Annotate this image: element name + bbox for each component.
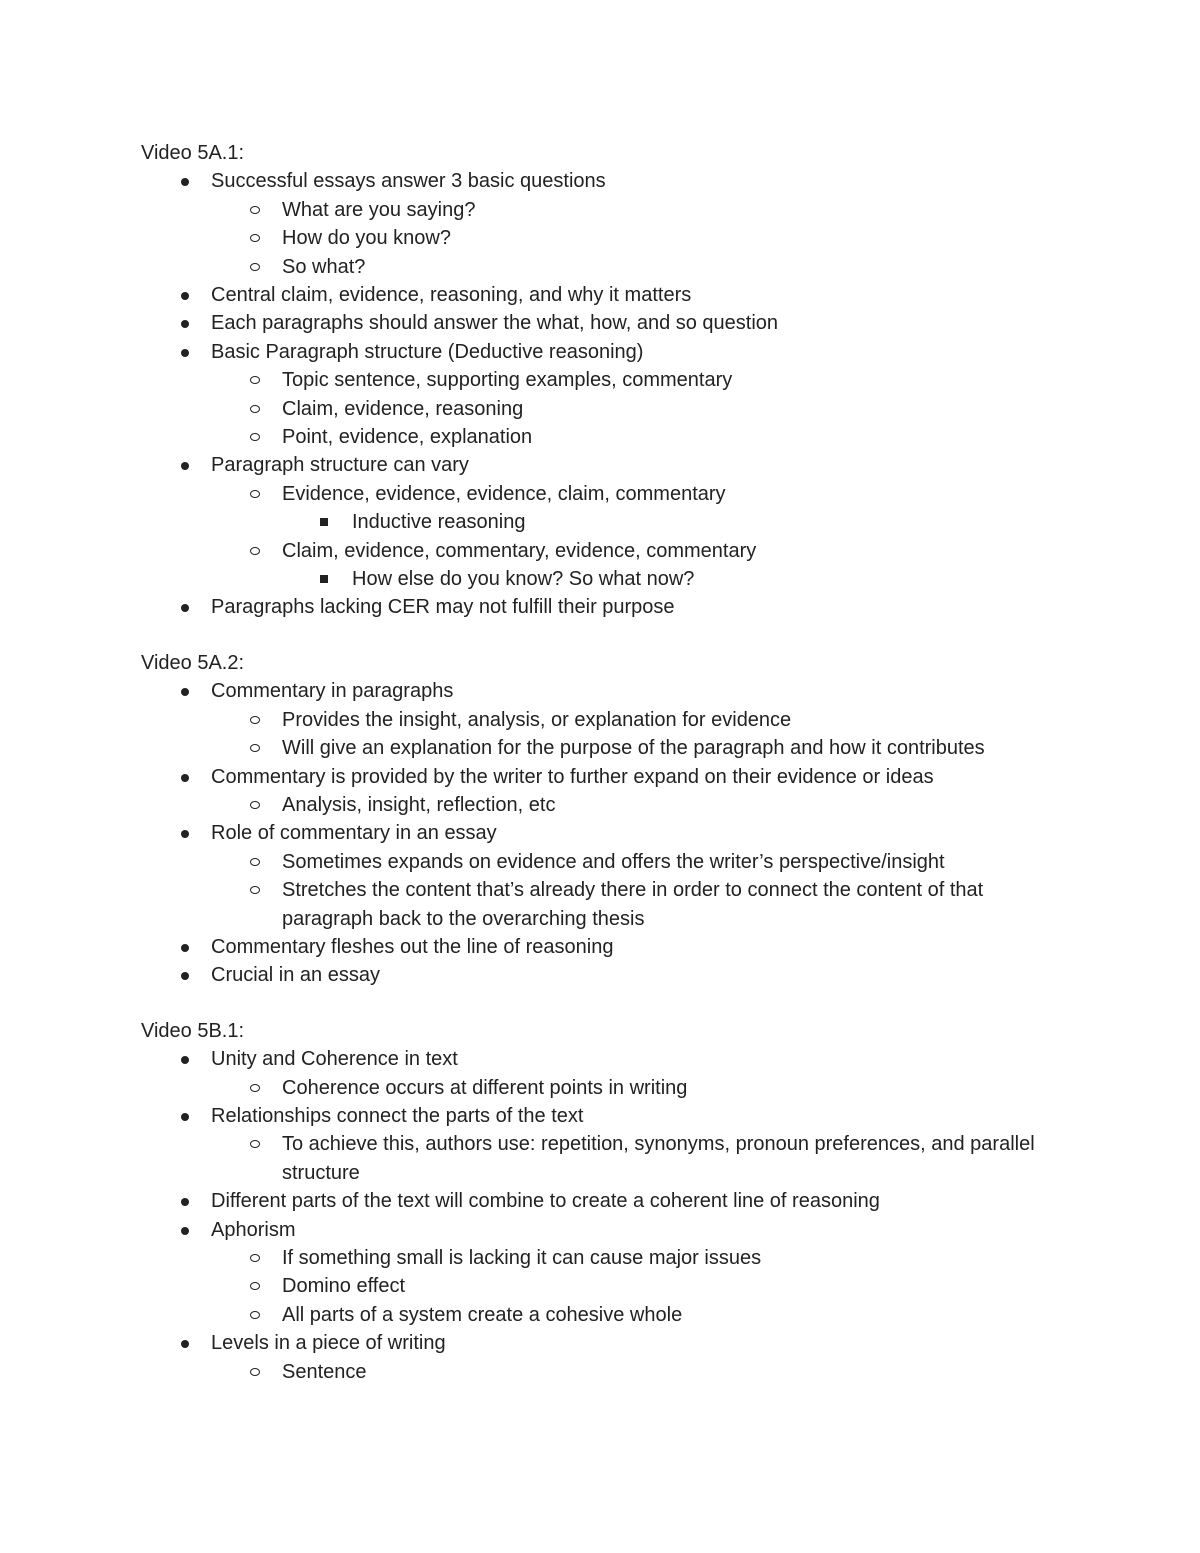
disc-bullet-icon — [178, 1187, 192, 1215]
disc-bullet-icon — [178, 167, 192, 195]
list-item — [141, 309, 1061, 337]
list-item-text: If something small is lacking it can cause major issues — [282, 1246, 762, 1269]
disc-bullet-icon — [178, 1045, 192, 1073]
list-item — [141, 1358, 1061, 1386]
disc-bullet-icon — [178, 451, 192, 479]
notes-section — [141, 649, 1061, 990]
list-item-text: Central claim, evidence, reasoning, and why it matters — [211, 284, 692, 307]
list-item — [141, 1045, 1061, 1073]
list-item — [141, 224, 1061, 252]
notes-section — [141, 139, 1061, 622]
list-item-text: Commentary in paragraphs — [211, 680, 454, 703]
list-item — [141, 395, 1061, 423]
list-item-text: How else do you know? So what now? — [352, 568, 695, 591]
circle-bullet-icon — [248, 1272, 262, 1300]
circle-bullet-icon — [248, 1244, 262, 1272]
disc-bullet-icon — [178, 763, 192, 791]
bullet-list — [141, 1045, 1061, 1386]
list-item — [141, 281, 1061, 309]
list-item-text: To achieve this, authors use: repetition, synonyms, pronoun preferences, and parallel structure — [282, 1133, 1035, 1184]
list-item — [141, 933, 1061, 961]
list-item — [141, 706, 1061, 734]
list-item — [141, 565, 1061, 593]
section-heading: Video 5A.1: — [141, 142, 245, 164]
circle-bullet-icon — [248, 366, 262, 394]
list-item — [141, 819, 1061, 847]
list-item-text: Commentary fleshes out the line of reasoning — [211, 935, 614, 958]
circle-bullet-icon — [248, 537, 262, 565]
list-item — [141, 1187, 1061, 1215]
bullet-list — [141, 167, 1061, 622]
list-item-text: Basic Paragraph structure (Deductive reasoning) — [211, 340, 644, 363]
disc-bullet-icon — [178, 593, 192, 621]
list-item — [141, 1329, 1061, 1357]
list-item-text: All parts of a system create a cohesive whole — [282, 1303, 683, 1326]
list-item-text: Different parts of the text will combine to create a coherent line of reasoning — [211, 1190, 880, 1213]
disc-bullet-icon — [178, 338, 192, 366]
disc-bullet-icon — [178, 961, 192, 989]
section-heading: Video 5B.1: — [141, 1019, 245, 1042]
circle-bullet-icon — [248, 395, 262, 423]
list-item-text: Crucial in an essay — [211, 964, 380, 987]
list-item-text: Relationships connect the parts of the text — [211, 1104, 584, 1127]
list-item-text: Claim, evidence, reasoning — [282, 397, 524, 420]
list-item-text: How do you know? — [282, 227, 451, 250]
list-item — [141, 1301, 1061, 1329]
disc-bullet-icon — [178, 1216, 192, 1244]
list-item-text: Stretches the content that’s already there in order to connect the content of that paragraph back to the overarching thesis — [282, 879, 984, 930]
list-item — [141, 763, 1061, 791]
list-item — [141, 1244, 1061, 1272]
list-item — [141, 1074, 1061, 1102]
disc-bullet-icon — [178, 819, 192, 847]
disc-bullet-icon — [178, 309, 192, 337]
list-item — [141, 1216, 1061, 1244]
list-item-text: Coherence occurs at different points in writing — [282, 1076, 688, 1099]
list-item — [141, 791, 1061, 819]
list-item — [141, 423, 1061, 451]
disc-bullet-icon — [178, 281, 192, 309]
list-item-text: Commentary is provided by the writer to further expand on their evidence or ideas — [211, 765, 934, 788]
list-item-text: Role of commentary in an essay — [211, 822, 497, 845]
list-item-text: What are you saying? — [282, 198, 476, 221]
list-item — [141, 537, 1061, 565]
circle-bullet-icon — [248, 253, 262, 281]
list-item-text: Paragraph structure can vary — [211, 454, 469, 477]
list-item — [141, 734, 1061, 762]
list-item — [141, 1102, 1061, 1130]
list-item-text: So what? — [282, 255, 366, 278]
list-item — [141, 508, 1061, 536]
list-item — [141, 961, 1061, 989]
section-heading: Video 5A.2: — [141, 651, 245, 674]
list-item-text: Claim, evidence, commentary, evidence, commentary — [282, 539, 757, 562]
square-bullet-icon — [317, 508, 331, 536]
list-item-text: Evidence, evidence, evidence, claim, commentary — [282, 482, 726, 505]
list-item — [141, 196, 1061, 224]
notes-section — [141, 1017, 1061, 1386]
disc-bullet-icon — [178, 677, 192, 705]
list-item-text: Inductive reasoning — [352, 511, 526, 534]
circle-bullet-icon — [248, 196, 262, 224]
list-item — [141, 253, 1061, 281]
list-item — [141, 876, 1061, 933]
list-item-text: Sentence — [282, 1360, 367, 1383]
circle-bullet-icon — [248, 1130, 262, 1158]
circle-bullet-icon — [248, 791, 262, 819]
circle-bullet-icon — [248, 1074, 262, 1102]
list-item-text: Provides the insight, analysis, or explanation for evidence — [282, 708, 792, 731]
list-item — [141, 480, 1061, 508]
list-item-text: Each paragraphs should answer the what, how, and so question — [211, 312, 779, 335]
circle-bullet-icon — [248, 224, 262, 252]
list-item-text: Analysis, insight, reflection, etc — [282, 793, 556, 816]
disc-bullet-icon — [178, 933, 192, 961]
list-item — [141, 1272, 1061, 1300]
list-item — [141, 848, 1061, 876]
list-item-text: Unity and Coherence in text — [211, 1048, 458, 1071]
circle-bullet-icon — [248, 734, 262, 762]
list-item — [141, 338, 1061, 366]
circle-bullet-icon — [248, 1358, 262, 1386]
list-item — [141, 677, 1061, 705]
circle-bullet-icon — [248, 480, 262, 508]
circle-bullet-icon — [248, 848, 262, 876]
square-bullet-icon — [317, 565, 331, 593]
list-item — [141, 1130, 1061, 1187]
document-page — [141, 139, 1061, 1413]
list-item-text: Paragraphs lacking CER may not fulfill their purpose — [211, 596, 675, 619]
list-item-text: Will give an explanation for the purpose of the paragraph and how it contributes — [282, 737, 985, 760]
circle-bullet-icon — [248, 706, 262, 734]
circle-bullet-icon — [248, 423, 262, 451]
list-item-text: Sometimes expands on evidence and offers the writer’s perspective/insight — [282, 850, 945, 873]
list-item — [141, 593, 1061, 621]
list-item — [141, 366, 1061, 394]
list-item — [141, 451, 1061, 479]
list-item — [141, 167, 1061, 195]
disc-bullet-icon — [178, 1329, 192, 1357]
list-item-text: Point, evidence, explanation — [282, 426, 533, 449]
circle-bullet-icon — [248, 1301, 262, 1329]
disc-bullet-icon — [178, 1102, 192, 1130]
list-item-text: Topic sentence, supporting examples, commentary — [282, 369, 733, 392]
list-item-text: Levels in a piece of writing — [211, 1332, 446, 1355]
list-item-text: Aphorism — [211, 1218, 296, 1241]
bullet-list — [141, 677, 1061, 989]
circle-bullet-icon — [248, 876, 262, 904]
list-item-text: Successful essays answer 3 basic questions — [211, 170, 606, 193]
list-item-text: Domino effect — [282, 1275, 406, 1298]
